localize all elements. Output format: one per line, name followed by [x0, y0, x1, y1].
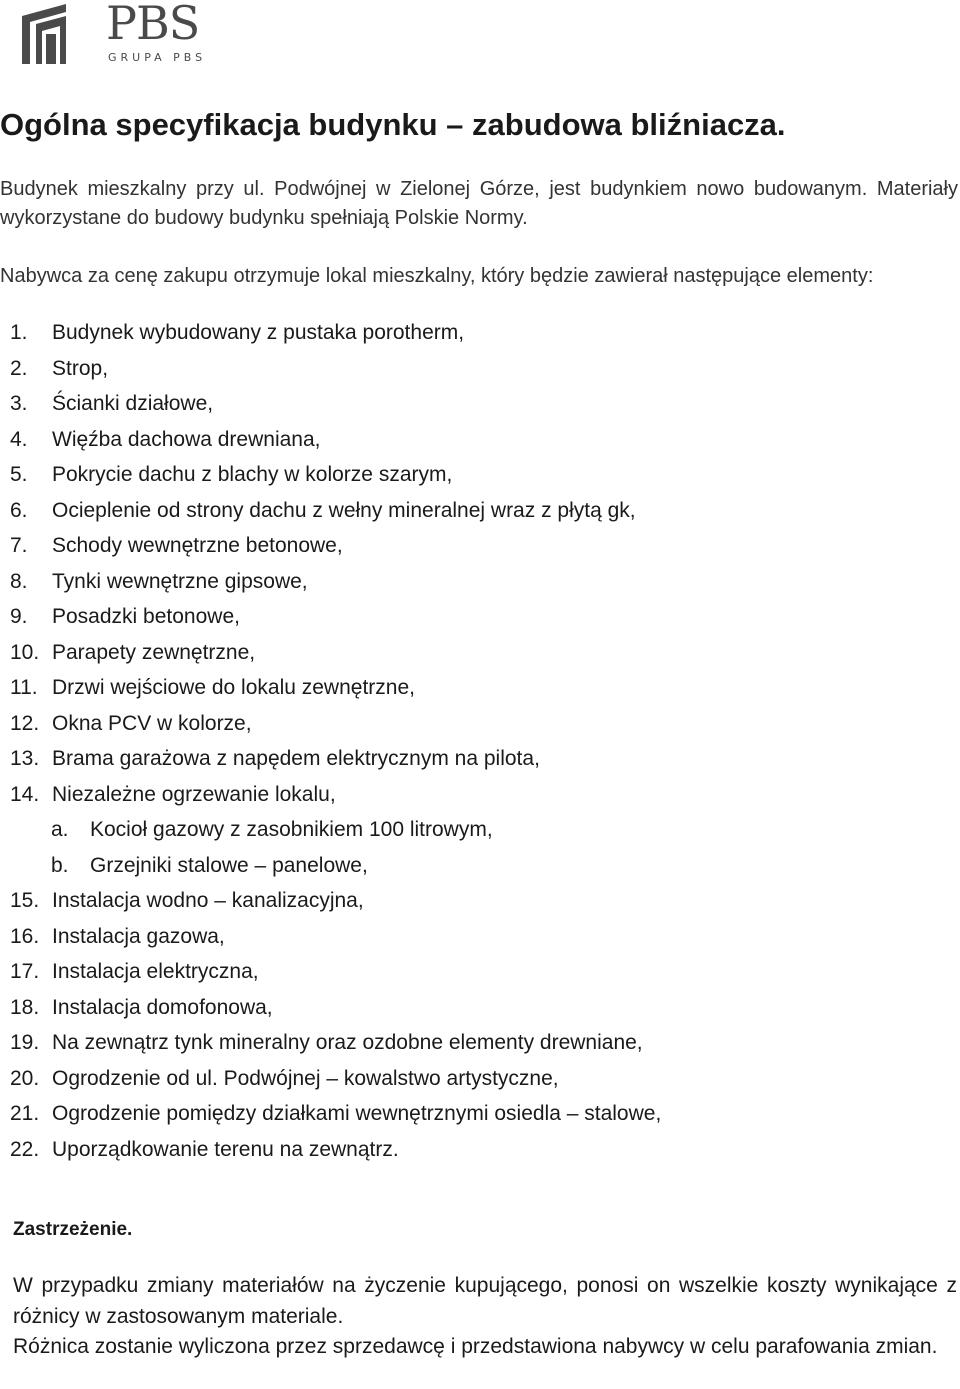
list-item-number: a.: [51, 818, 69, 841]
list-item-number: 4.: [10, 427, 28, 451]
logo-text: PBS: [106, 0, 200, 50]
list-item-text: Schody wewnętrzne betonowe,: [52, 534, 343, 557]
list-item-text: Niezależne ogrzewanie lokalu,: [52, 782, 336, 806]
list-item-number: 18.: [10, 995, 40, 1019]
list-item-text: Budynek wybudowany z pustaka porotherm,: [52, 321, 465, 344]
list-item-text: Pokrycie dachu z blachy w kolorze szarym,: [52, 463, 453, 486]
list-item-text: Więźba dachowa drewniana,: [52, 427, 321, 451]
list-item-number: 5.: [10, 463, 28, 486]
reservation-section: [13, 1271, 957, 1363]
list-item-text: Instalacja gazowa,: [52, 924, 225, 948]
list-item-number: 20.: [10, 1066, 40, 1090]
reservation-paragraph: Różnica zostanie wyliczona przez sprzedawcę i przedstawiona nabywcy w celu parafowania zmian.: [13, 1335, 938, 1358]
list-item-number: 8.: [10, 569, 28, 593]
list-item-number: 17.: [10, 960, 40, 983]
company-logo: [22, 0, 222, 64]
intro-paragraph: Budynek mieszkalny przy ul. Podwójnej w Zielonej Górze, jest budynkiem nowo budowanym. Materiały wykorzystane do budowy budynku spełniają Polskie Normy.: [0, 178, 958, 229]
logo-subtitle: GRUPA PBS: [108, 51, 207, 64]
list-item-number: b.: [51, 853, 69, 877]
list-item-text: Strop,: [52, 356, 109, 380]
list-item-text: Na zewnątrz tynk mineralny oraz ozdobne elementy drewniane,: [52, 1031, 643, 1054]
list-item-number: 15.: [10, 889, 40, 912]
list-item-number: 11.: [10, 676, 38, 699]
list-item-number: 22.: [10, 1137, 40, 1161]
list-item-text: Ocieplenie od strony dachu z wełny mineralnej wraz z płytą gk,: [52, 498, 636, 522]
list-item-text: Instalacja domofonowa,: [52, 995, 273, 1019]
list-item-number: 12.: [10, 711, 40, 735]
list-item-text: Grzejniki stalowe – panelowe,: [90, 853, 368, 877]
list-item-number: 3.: [10, 392, 28, 415]
list-item-number: 1.: [10, 321, 28, 344]
list-item-text: Instalacja elektryczna,: [52, 960, 259, 983]
reservation-paragraph: W przypadku zmiany materiałów na życzenie kupującego, ponosi on wszelkie koszty wynikające z różnicy w zastosowanym materiale.: [13, 1274, 957, 1328]
list-item-number: 9.: [10, 605, 28, 628]
list-item-text: Okna PCV w kolorze,: [52, 711, 252, 735]
list-item-text: Uporządkowanie terenu na zewnątrz.: [52, 1137, 399, 1161]
list-item-text: Parapety zewnętrzne,: [52, 640, 256, 664]
list-item-text: Kocioł gazowy z zasobnikiem 100 litrowym,: [90, 818, 493, 841]
list-item-number: 6.: [10, 498, 28, 522]
list-item-number: 19.: [10, 1031, 40, 1054]
list-item-text: Ogrodzenie od ul. Podwójnej – kowalstwo artystyczne,: [52, 1066, 559, 1090]
list-item-number: 10.: [10, 640, 40, 664]
logo-mark-icon: [22, 4, 92, 64]
reservation-heading: Zastrzeżenie.: [13, 1219, 133, 1240]
document-title: Ogólna specyfikacja budynku – zabudowa bliźniacza.: [0, 107, 786, 142]
list-item-text: Tynki wewnętrzne gipsowe,: [52, 569, 308, 593]
list-item-text: Instalacja wodno – kanalizacyjna,: [52, 889, 364, 912]
list-item-number: 13.: [10, 747, 40, 770]
list-item-number: 21.: [10, 1102, 40, 1125]
list-item-text: Ogrodzenie pomiędzy działkami wewnętrznymi osiedla – stalowe,: [52, 1102, 662, 1125]
list-item-number: 2.: [10, 356, 28, 380]
list-item-text: Ścianki działowe,: [52, 392, 214, 415]
list-item-text: Posadzki betonowe,: [52, 605, 240, 628]
list-item-number: 14.: [10, 782, 40, 806]
list-item-text: Brama garażowa z napędem elektrycznym na pilota,: [52, 747, 540, 770]
list-item-number: 7.: [10, 534, 28, 557]
list-item-text: Drzwi wejściowe do lokalu zewnętrzne,: [52, 676, 415, 699]
lead-paragraph: Nabywca za cenę zakupu otrzymuje lokal mieszkalny, który będzie zawierał następujące elementy:: [0, 265, 874, 287]
list-item-number: 16.: [10, 924, 40, 948]
